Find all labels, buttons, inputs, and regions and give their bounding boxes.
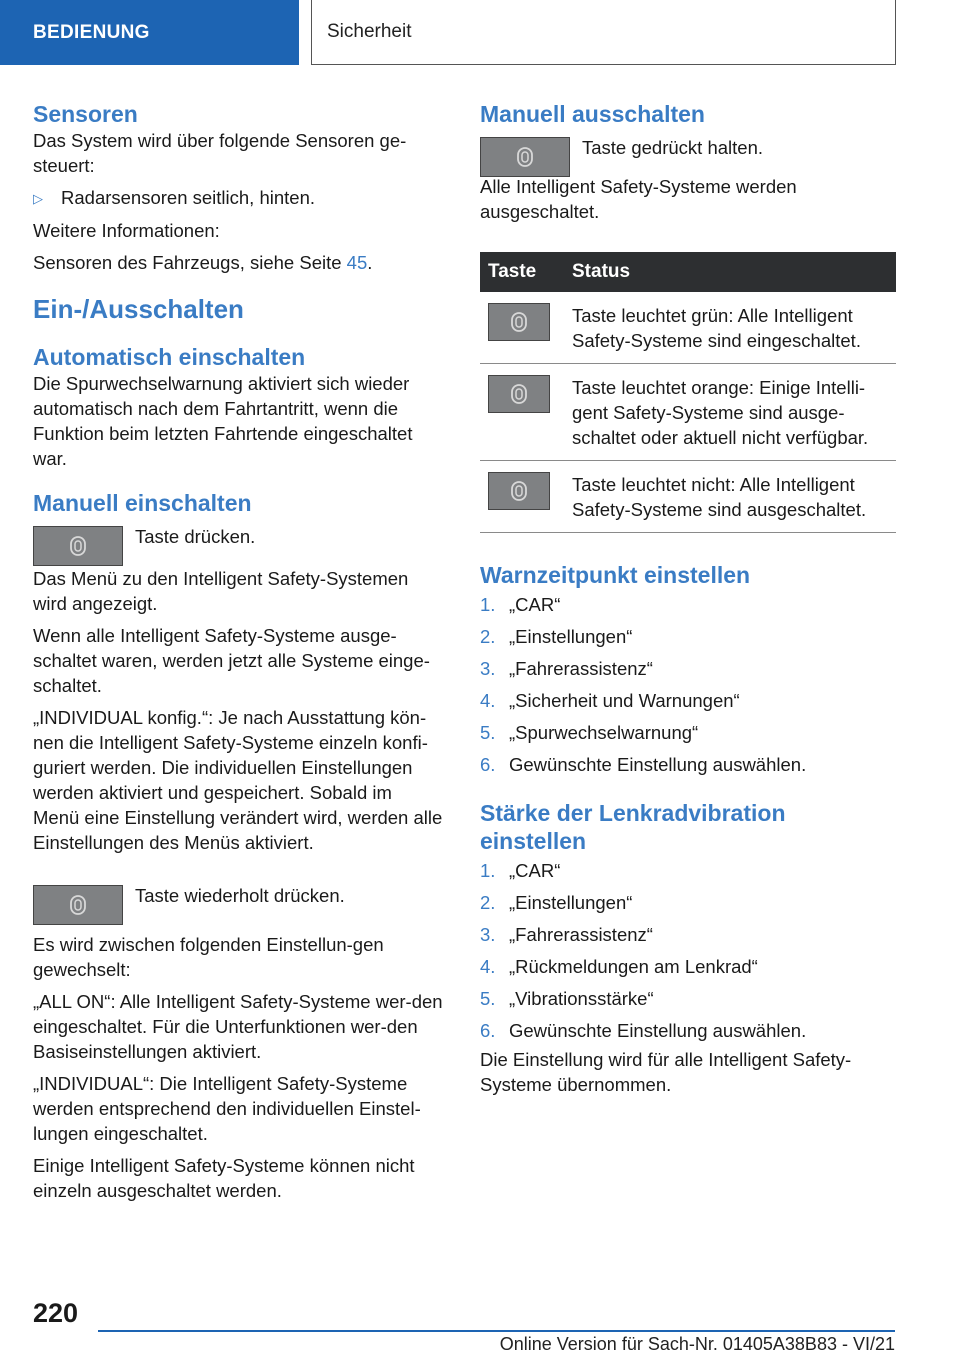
page-number: 220 <box>33 1298 79 1328</box>
heading-automatisch: Automatisch einschalten <box>33 344 306 370</box>
safety-button-icon <box>488 375 550 413</box>
step-number: 2. <box>480 892 496 913</box>
step-text: „CAR“ <box>509 860 561 881</box>
page-header <box>0 0 960 66</box>
reference-end: . <box>367 252 373 273</box>
chapter-tab: Sicherheit <box>311 0 896 65</box>
section-tab: BEDIENUNG <box>0 0 299 65</box>
safety-button-icon <box>488 472 550 510</box>
page-reference <box>33 250 443 275</box>
list-item <box>480 983 896 1015</box>
step-number: 1. <box>480 594 496 615</box>
manual-off-text: Alle Intelligent Safety-Systeme werden ausgeschaltet. <box>480 176 797 222</box>
step-text: Taste drücken. <box>135 526 256 547</box>
table-row <box>480 292 896 364</box>
safety-button-icon <box>33 526 123 566</box>
list-item <box>480 855 896 887</box>
heading-ein-ausschalten: Ein-/Ausschalten <box>33 294 244 324</box>
list-item <box>480 919 896 951</box>
manual-on-text-1: Das Menü zu den Intelligent Safety-Systemen wird angezeigt. <box>33 568 409 614</box>
list-item <box>480 951 896 983</box>
status-cell: Taste leuchtet orange: Einige Intelli-gent Safety-Systeme sind ausge-schaltet oder aktuell nicht verfügbar. <box>564 364 896 461</box>
vib-steps-list <box>480 855 896 1047</box>
list-item <box>480 749 896 781</box>
step-number: 5. <box>480 722 496 743</box>
step-number: 2. <box>480 626 496 647</box>
list-item <box>480 1015 896 1047</box>
step-number: 1. <box>480 860 496 881</box>
list-item <box>33 185 443 211</box>
step-text: Gewünschte Einstellung auswählen. <box>509 754 807 775</box>
heading-sensoren: Sensoren <box>33 101 138 127</box>
list-item <box>480 621 896 653</box>
manual-on-text-3: „INDIVIDUAL konfig.“: Je nach Ausstattung kön-nen die Intelligent Safety-Systeme einzeln konfi-guriert werden. Die individuellen Einstellungen werden aktiviert und gespeichert. Sobald im Menü eine Einstellung verändert wird, werden alle Einstellungen des Menüs aktiviert. <box>33 707 443 853</box>
list-item <box>480 589 896 621</box>
step-text: „Einstellungen“ <box>509 892 633 913</box>
step-number: 3. <box>480 924 496 945</box>
button-step <box>33 524 443 566</box>
left-column <box>33 100 443 1203</box>
vib-note: Die Einstellung wird für alle Intelligent Safety-Systeme übernommen. <box>480 1049 852 1095</box>
safety-button-icon <box>488 303 550 341</box>
table-row <box>480 461 896 533</box>
step-text: „Rückmeldungen am Lenkrad“ <box>509 956 758 977</box>
step-number: 6. <box>480 754 496 775</box>
safety-button-icon <box>480 137 570 177</box>
table-row <box>480 364 896 461</box>
column-header-taste: Taste <box>480 252 564 292</box>
heading-lenkradvibration: Stärke der Lenkradvibration einstellen <box>480 800 786 854</box>
bullet-text: Radarsensoren seitlich, hinten. <box>61 187 316 208</box>
heading-warnzeitpunkt: Warnzeitpunkt einstellen <box>480 562 751 588</box>
triangle-bullet-icon: ▷ <box>33 191 43 206</box>
note-text: Einige Intelligent Safety-Systeme können nicht einzeln ausgeschaltet werden. <box>33 1155 415 1201</box>
step-text: „Vibrationsstärke“ <box>509 988 654 1009</box>
button-step <box>33 883 443 925</box>
step-text: „Einstellungen“ <box>509 626 633 647</box>
step-number: 5. <box>480 988 496 1009</box>
status-table <box>480 252 896 533</box>
list-item <box>480 685 896 717</box>
step-text: „Fahrerassistenz“ <box>509 924 653 945</box>
step-number: 6. <box>480 1020 496 1041</box>
step-text: Gewünschte Einstellung auswählen. <box>509 1020 807 1041</box>
more-info-label: Weitere Informationen: <box>33 220 220 241</box>
list-item <box>480 887 896 919</box>
step-text: Taste gedrückt halten. <box>582 137 763 158</box>
list-item <box>480 717 896 749</box>
footer-divider <box>98 1330 895 1332</box>
safety-button-icon <box>33 885 123 925</box>
individual-text: „INDIVIDUAL“: Die Intelligent Safety-Systeme werden entsprechend den individuellen Einstel-lungen eingeschaltet. <box>33 1073 421 1144</box>
step-number: 4. <box>480 956 496 977</box>
right-column <box>480 100 896 1097</box>
all-on-text: „ALL ON“: Alle Intelligent Safety-Systeme wer-den eingeschaltet. Für die Unterfunktionen wer-den Basiseinstellungen aktiviert. <box>33 991 443 1062</box>
warn-steps-list <box>480 589 896 781</box>
heading-manuell-ein: Manuell einschalten <box>33 490 252 516</box>
column-header-status: Status <box>564 252 896 292</box>
auto-text: Die Spurwechselwarnung aktiviert sich wieder automatisch nach dem Fahrtantritt, wenn die Funktion beim letzten Fahrtende eingeschaltet war. <box>33 373 413 469</box>
heading-manuell-aus: Manuell ausschalten <box>480 101 705 127</box>
step-text: „Fahrerassistenz“ <box>509 658 653 679</box>
step-text: Taste wiederholt drücken. <box>135 885 345 906</box>
sensoren-text: Das System wird über folgende Sensoren ge-steuert: <box>33 130 407 176</box>
step-text: „Spurwechselwarnung“ <box>509 722 699 743</box>
step-number: 4. <box>480 690 496 711</box>
list-item <box>480 653 896 685</box>
manual-on-text-2: Wenn alle Intelligent Safety-Systeme ausge-schaltet waren, werden jetzt alle Systeme einge-schaltet. <box>33 625 430 696</box>
step-number: 3. <box>480 658 496 679</box>
step-text: „Sicherheit und Warnungen“ <box>509 690 740 711</box>
status-cell: Taste leuchtet grün: Alle Intelligent Safety-Systeme sind eingeschaltet. <box>564 292 896 364</box>
status-cell: Taste leuchtet nicht: Alle Intelligent Safety-Systeme sind ausgeschaltet. <box>564 461 896 533</box>
online-version-text: Online Version für Sach-Nr. 01405A38B83 - VI/21 <box>499 1334 895 1354</box>
repeat-text: Es wird zwischen folgenden Einstellun-gen gewechselt: <box>33 934 384 980</box>
reference-text: Sensoren des Fahrzeugs, siehe Seite <box>33 252 347 273</box>
page-link[interactable]: 45 <box>346 252 368 273</box>
step-text: „CAR“ <box>509 594 561 615</box>
button-step <box>480 135 896 177</box>
